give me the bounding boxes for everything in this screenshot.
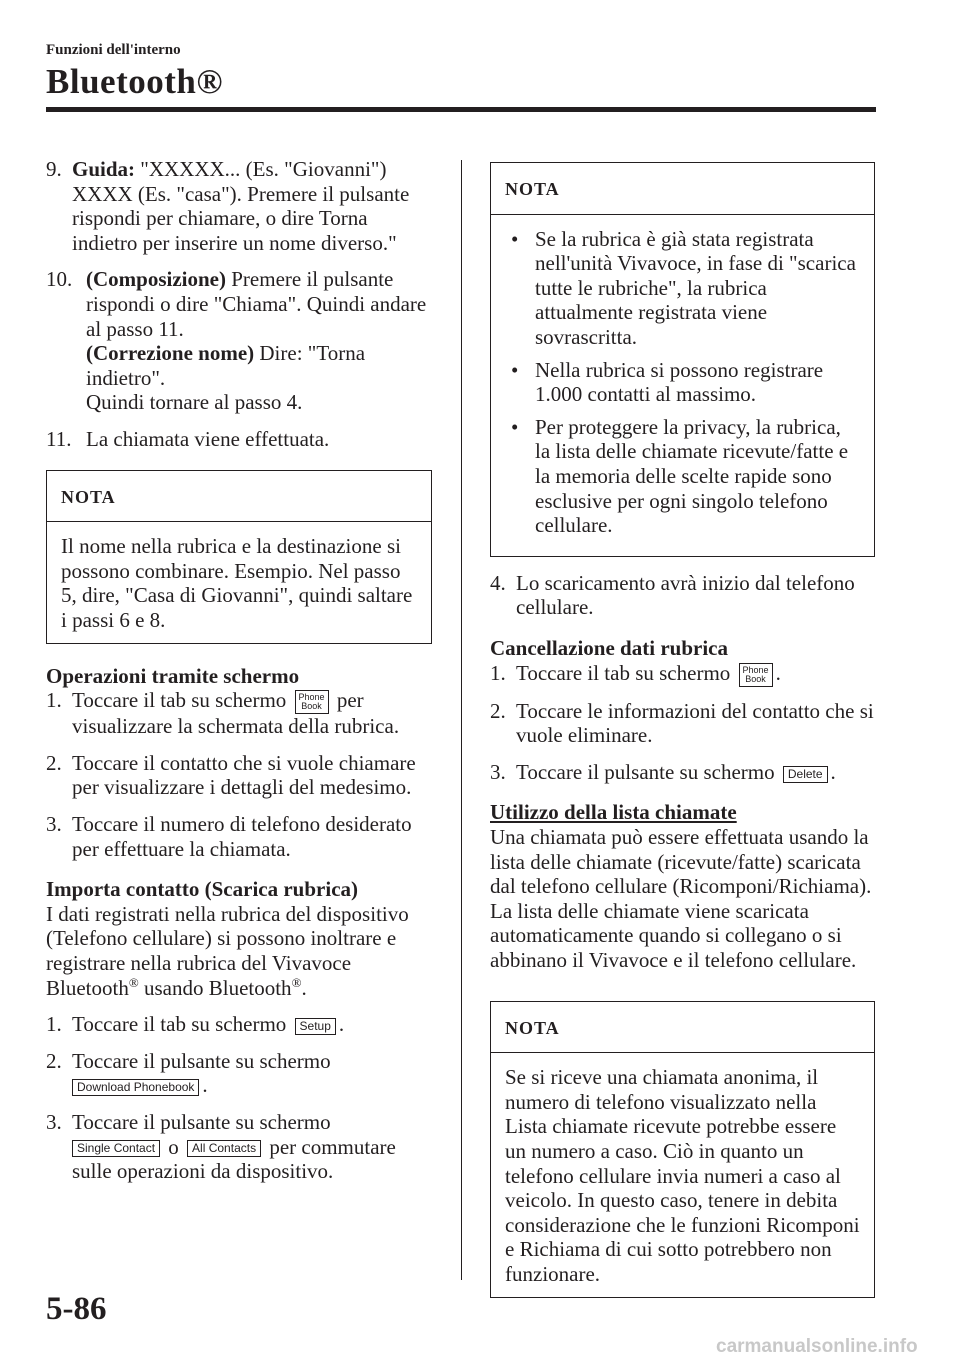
step-text: Toccare il tab su schermo (72, 688, 287, 713)
registered-mark: ® (291, 974, 302, 990)
step-text: Quindi tornare al passo 4. (86, 390, 303, 415)
import-paragraph (46, 902, 432, 1000)
step-number: 9. (46, 157, 62, 181)
step-number: 3. (46, 812, 62, 837)
step-text: per visualizzare la schermata della rubrica. (72, 688, 400, 739)
step-10 (46, 267, 432, 415)
step-text: Toccare il tab su schermo (516, 660, 731, 685)
note-body: Se si riceve una chiamata anonima, il numero di telefono visualizzato nella Lista chiamate ricevute potrebbe essere un numero a caso. Ciò in quanto un telefono cellulare invia numeri a caso al veicolo. In questo caso, tenere in debita considerazione che le funzioni Ricomponi e Richiama di cui sotto potrebbero non funzionare. (505, 1065, 860, 1286)
step-text: Toccare il pulsante su schermo (72, 1048, 331, 1073)
step-4 (490, 571, 875, 620)
import-text: I dati registrati nella rubrica del dispositivo (Telefono cellulare) si possono inoltrare e registrare nella rubrica del Vivavoce Bluetooth (46, 901, 409, 1000)
import-text: usando Bluetooth (138, 975, 292, 1000)
step-text: Premere il pulsante rispondi o dire "Chiama". Quindi andare al passo 11. (86, 267, 427, 341)
step-text: Toccare il pulsante su schermo (516, 759, 775, 784)
column-divider (461, 160, 462, 1280)
import-step-3 (46, 1110, 432, 1184)
bullet-text: Se la rubrica è già stata registrata nell'unità Vivavoce, in fase di "scarica tutte le rubriche", la rubrica attualmente registrata viene sovrascritta. (535, 226, 856, 349)
delete-step-3 (490, 760, 875, 785)
step-number: 1. (490, 660, 506, 685)
page-number: 5-86 (46, 1291, 107, 1327)
tab-label-line2: Book (745, 673, 766, 684)
step-number: 3. (490, 759, 506, 784)
bullet-text: Per proteggere la privacy, la rubrica, la lista delle chiamate ricevute/fatte e la memoria delle scelte rapide sono esclusive per ogni singolo telefono cellulare. (535, 414, 849, 538)
section-label: Funzioni dell'interno (46, 42, 181, 58)
import-heading: Importa contatto (Scarica rubrica) (46, 877, 359, 902)
import-step-1 (46, 1012, 432, 1037)
screen-step-3 (46, 812, 432, 861)
correct-name-label: (Correzione nome) (86, 341, 255, 366)
period: . (202, 1073, 208, 1098)
step-text: "XXXXX... (Es. "Giovanni") XXXX (Es. "casa"). Premere il pulsante rispondi per chiamare, o dire Torna indietro per inserire un nome diverso." (72, 157, 410, 255)
bullet-dot: • (511, 226, 519, 251)
right-column (490, 162, 875, 1298)
note-box (490, 1001, 875, 1298)
note-heading: NOTA (491, 1002, 874, 1054)
period: . (775, 660, 781, 685)
note-box (490, 162, 875, 557)
phone-book-tab[interactable] (739, 663, 773, 687)
bullet-text: Nella rubrica si possono registrare 1.000 contatti al massimo. (535, 357, 824, 407)
step-text: Lo scaricamento avrà inizio dal telefono cellulare. (516, 570, 855, 620)
single-contact-button[interactable]: Single Contact (72, 1140, 160, 1157)
all-contacts-button[interactable]: All Contacts (187, 1140, 261, 1157)
bullet-dot: • (511, 357, 519, 382)
step-number: 2. (46, 750, 62, 775)
note-heading: NOTA (491, 163, 874, 215)
step-number: 2. (490, 698, 506, 723)
setup-tab[interactable]: Setup (295, 1018, 336, 1035)
bullet-dot: • (511, 414, 519, 439)
screen-step-2 (46, 751, 432, 800)
tab-label-line2: Book (301, 701, 322, 712)
delete-step-2 (490, 699, 875, 748)
step-text: La chiamata viene effettuata. (86, 426, 330, 451)
title-rule (46, 107, 876, 112)
step-number: 11. (46, 426, 72, 451)
tab-label-line1: Phone (742, 664, 769, 675)
note-bullet (505, 227, 860, 350)
delete-step-1 (490, 661, 875, 687)
footer-watermark: carmanualsonline.info (716, 1336, 918, 1357)
registered-mark: ® (128, 974, 139, 990)
period: . (338, 1012, 345, 1037)
or-text: o (168, 1134, 179, 1159)
note-heading: NOTA (47, 471, 431, 523)
note-box (46, 470, 432, 644)
call-list-paragraph: Una chiamata può essere effettuata usando la lista delle chiamate (ricevute/fatte) scaricata dal telefono cellulare (Ricomponi/Richiama). (490, 825, 872, 899)
import-step-2 (46, 1049, 432, 1098)
note-body: Il nome nella rubrica e la destinazione si possono combinare. Esempio. Nel passo 5, dire, "Casa di Giovanni", quindi saltare i passi 6 e 8. (61, 534, 413, 632)
step-11 (46, 427, 432, 452)
call-list-paragraph: La lista delle chiamate viene scaricata automaticamente quando si collegano o si abbinano il Vivavoce e il telefono cellulare. (490, 898, 857, 973)
tab-label-line1: Phone (298, 692, 325, 703)
download-phonebook-button[interactable]: Download Phonebook (72, 1079, 199, 1096)
step-number: 4. (490, 570, 506, 595)
note-bullet (505, 415, 860, 538)
step-text: Toccare il pulsante su schermo (72, 1110, 331, 1134)
period: . (301, 975, 307, 1000)
note-bullet (505, 358, 860, 407)
phone-book-tab[interactable] (295, 690, 329, 714)
step-number: 1. (46, 688, 62, 713)
note-body (491, 215, 874, 556)
left-column (46, 157, 432, 1196)
step-text: Dire: "Torna indietro". (86, 341, 366, 390)
step-text: per commutare sulle operazioni da dispositivo. (72, 1134, 396, 1184)
screen-step-1 (46, 688, 432, 739)
compose-label: (Composizione) (86, 267, 226, 292)
screen-ops-heading: Operazioni tramite schermo (46, 663, 300, 688)
page-title: Bluetooth® (46, 62, 223, 101)
step-9 (46, 157, 432, 255)
delete-button[interactable]: Delete (783, 766, 828, 783)
call-list-heading: Utilizzo della lista chiamate (490, 800, 737, 825)
step-number: 3. (46, 1110, 62, 1134)
delete-heading: Cancellazione dati rubrica (490, 635, 728, 660)
step-number: 1. (46, 1012, 62, 1037)
step-text: Toccare le informazioni del contatto che si vuole eliminare. (516, 698, 874, 748)
guide-label: Guida: (72, 157, 136, 181)
step-number: 2. (46, 1048, 62, 1073)
step-text: Toccare il contatto che si vuole chiamare per visualizzare i dettagli del medesimo. (72, 750, 416, 800)
step-text: Toccare il tab su schermo (72, 1012, 287, 1037)
period: . (830, 759, 836, 784)
step-text: Toccare il numero di telefono desiderato per effettuare la chiamata. (72, 812, 412, 861)
step-number: 10. (46, 267, 73, 292)
